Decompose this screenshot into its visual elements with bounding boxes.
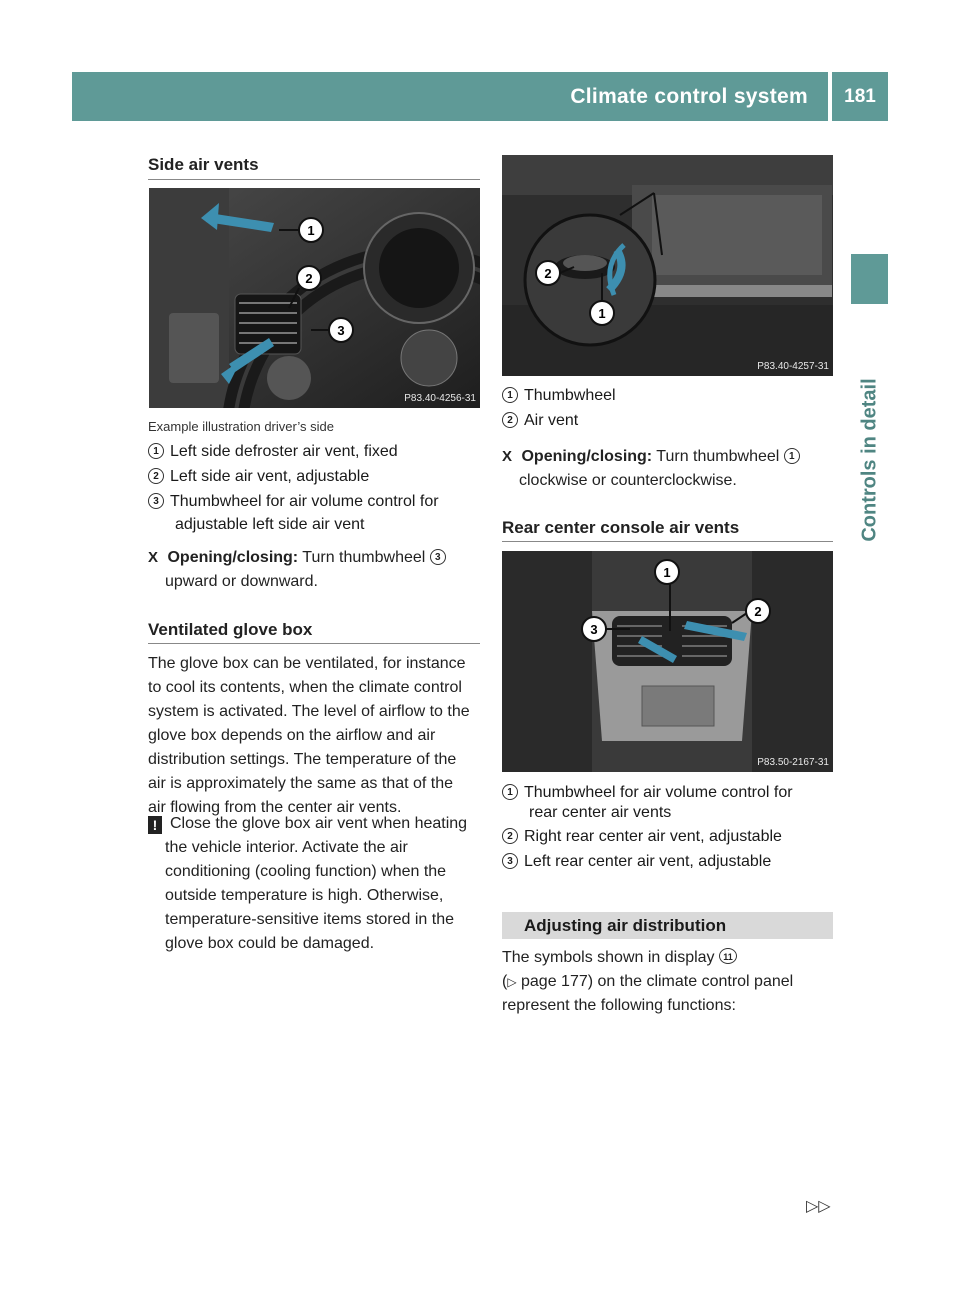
warning-note	[148, 812, 484, 956]
page-number: 181	[832, 72, 888, 121]
instruction-step	[148, 546, 452, 570]
heading-rule	[148, 643, 480, 644]
svg-text:2: 2	[754, 604, 762, 619]
distribution-paragraph	[502, 946, 842, 1018]
glove-box-illustration	[502, 155, 833, 376]
side-tab	[851, 310, 888, 610]
legend-item	[148, 440, 398, 464]
heading-ventilated-glove-box: Ventilated glove box	[148, 620, 313, 639]
warning-line: glove box could be damaged.	[165, 935, 375, 952]
svg-text:3: 3	[590, 622, 598, 637]
side-tab-label: Controls in detail	[858, 378, 880, 542]
legend-text: Air vent	[524, 412, 579, 429]
number-1-icon: 1	[784, 448, 800, 464]
step-text: Turn thumbwheel	[656, 448, 780, 465]
glove-box-paragraph	[148, 652, 484, 820]
page-ref-arrow-icon: ▷	[507, 975, 517, 989]
number-3-icon: 3	[502, 853, 518, 869]
number-2-icon: 2	[502, 828, 518, 844]
heading-rear-center-console-air-vents: Rear center console air vents	[502, 518, 740, 537]
side-vents-illustration	[149, 188, 480, 408]
legend-item	[502, 384, 616, 408]
legend-text-continued: rear center air vents	[529, 804, 672, 821]
step-text: Turn thumbwheel	[302, 549, 426, 566]
legend-item	[148, 490, 439, 514]
glove-box-photo	[502, 155, 833, 376]
step-label: Opening/closing:	[167, 549, 299, 566]
number-11-icon: 11	[719, 948, 737, 964]
legend-text: Thumbwheel	[524, 387, 616, 404]
image-code: P83.40-4256-31	[404, 393, 476, 404]
number-1-icon: 1	[148, 443, 164, 459]
number-2-icon: 2	[148, 468, 164, 484]
svg-text:1: 1	[663, 565, 671, 580]
side-vents-photo	[149, 188, 480, 408]
number-3-icon: 3	[430, 549, 446, 565]
side-tab-marker	[851, 254, 888, 304]
paragraph-line: distribution settings. The temperature of the	[148, 751, 457, 768]
instruction-step	[502, 445, 806, 469]
heading-rule	[148, 179, 480, 180]
legend-text: Left rear center air vent, adjustable	[524, 853, 772, 870]
step-arrow-icon: X	[502, 448, 513, 465]
paren-open: (	[502, 973, 508, 990]
paragraph-line: The glove box can be ventilated, for instance	[148, 655, 466, 672]
paragraph-line: system is activated. The level of airflow to the	[148, 703, 470, 720]
legend-text: Left side air vent, adjustable	[170, 468, 370, 485]
rear-vents-photo	[502, 551, 833, 772]
legend-text: Thumbwheel for air volume control for	[524, 784, 793, 801]
number-3-icon: 3	[148, 493, 164, 509]
svg-text:2: 2	[544, 266, 552, 281]
warning-icon: !	[148, 816, 162, 834]
svg-text:1: 1	[307, 223, 315, 238]
paragraph-text: The symbols shown in display	[502, 949, 715, 966]
svg-text:3: 3	[337, 323, 345, 338]
step-label: Opening/closing:	[521, 448, 653, 465]
legend-item	[502, 825, 782, 849]
paragraph-line: represent the following functions:	[502, 997, 736, 1014]
section-title: Climate control system	[570, 85, 808, 108]
legend-item	[502, 409, 578, 433]
warning-line: outside temperature is high. Otherwise,	[165, 887, 444, 904]
step-arrow-icon: X	[148, 549, 159, 566]
svg-text:1: 1	[598, 306, 606, 321]
image-caption: Example illustration driver’s side	[148, 419, 334, 434]
paragraph-line: glove box depends on the airflow and air	[148, 727, 436, 744]
paragraph-line: air flowing from the center air vents.	[148, 799, 402, 816]
step-text-continued: clockwise or counterclockwise.	[519, 472, 737, 489]
image-code: P83.40-4257-31	[757, 361, 829, 372]
rear-vents-illustration	[502, 551, 833, 772]
continue-arrow-icon: ▷▷	[806, 1198, 831, 1215]
legend-item	[148, 465, 369, 489]
legend-text-continued: adjustable left side air vent	[175, 516, 365, 533]
paragraph-line: air is approximately the same as that of the	[148, 775, 454, 792]
warning-line: conditioning (cooling function) when the	[165, 863, 447, 880]
page-reference-link[interactable]: page 177) on the climate control panel	[516, 973, 794, 990]
legend-text: Thumbwheel for air volume control for	[170, 493, 439, 510]
legend-text: Left side defroster air vent, fixed	[170, 443, 398, 460]
heading-side-air-vents: Side air vents	[148, 155, 259, 174]
svg-text:2: 2	[305, 271, 313, 286]
image-code: P83.50-2167-31	[757, 757, 829, 768]
paragraph-line: to cool its contents, when the climate control	[148, 679, 462, 696]
heading-rule	[502, 541, 833, 542]
warning-line: the vehicle interior. Activate the air	[165, 839, 408, 856]
warning-line: temperature-sensitive items stored in the	[165, 911, 455, 928]
step-text-continued: upward or downward.	[165, 573, 318, 590]
legend-item	[502, 850, 771, 874]
legend-text: Right rear center air vent, adjustable	[524, 828, 782, 845]
number-1-icon: 1	[502, 784, 518, 800]
number-1-icon: 1	[502, 387, 518, 403]
heading-adjusting-air-distribution: Adjusting air distribution	[502, 912, 833, 939]
warning-line: Close the glove box air vent when heating	[170, 815, 468, 832]
number-2-icon: 2	[502, 412, 518, 428]
